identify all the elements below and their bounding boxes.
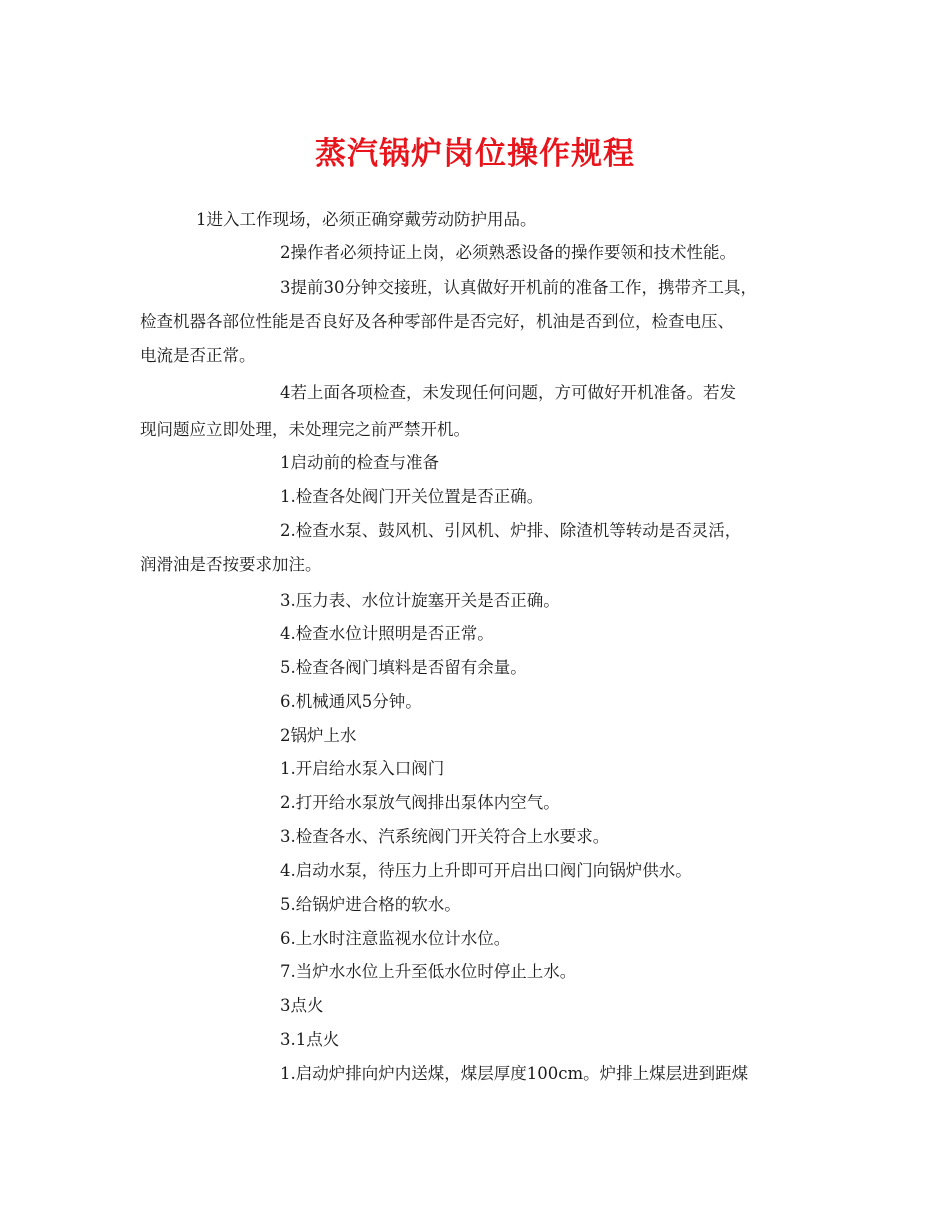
text-line: 检查机器各部位性能是否良好及各种零部件是否完好，机油是否到位，检查电压、 [140, 312, 734, 331]
list-item: 4.启动水泵，待压力上升即可开启出口阀门向锅炉供水。 [280, 861, 692, 880]
list-item: 7.当炉水水位上升至低水位时停止上水。 [280, 962, 577, 981]
list-item: 4.检查水位计照明是否正常。 [280, 624, 494, 643]
list-item: 6.上水时注意监视水位计水位。 [280, 929, 511, 948]
text-line: 润滑油是否按要求加注。 [140, 555, 322, 574]
list-item: 1.检查各处阀门开关位置是否正确。 [280, 487, 544, 506]
list-item: 2.打开给水泵放气阀排出泵体内空气。 [280, 793, 560, 812]
list-item: 5.检查各阀门填料是否留有余量。 [280, 658, 527, 677]
subsection-heading: 3.1点火 [280, 1030, 340, 1049]
list-item: 3.压力表、水位计旋塞开关是否正确。 [280, 591, 560, 610]
text-line: 4若上面各项检查，未发现任何问题，方可做好开机准备。若发 [280, 383, 736, 402]
list-item: 1.启动炉排向炉内送煤，煤层厚度100cm。炉排上煤层进到距煤 [280, 1064, 749, 1083]
document-title: 蒸汽锅炉岗位操作规程 [315, 136, 635, 172]
text-line: 3提前30分钟交接班，认真做好开机前的准备工作，携带齐工具， [280, 278, 757, 297]
text-line: 2操作者必须持证上岗，必须熟悉设备的操作要领和技术性能。 [280, 243, 736, 262]
list-item: 1.开启给水泵入口阀门 [280, 759, 445, 778]
section-heading: 1启动前的检查与准备 [280, 453, 439, 472]
list-item: 3.检查各水、汽系统阀门开关符合上水要求。 [280, 827, 610, 846]
list-item: 6.机械通风5分钟。 [280, 692, 422, 711]
text-line: 现问题应立即处理，未处理完之前严禁开机。 [140, 420, 470, 439]
text-line: 1进入工作现场，必须正确穿戴劳动防护用品。 [196, 210, 537, 229]
section-heading: 3点火 [280, 996, 324, 1015]
section-heading: 2锅炉上水 [280, 726, 357, 745]
text-line: 电流是否正常。 [140, 346, 256, 365]
list-item: 2.检查水泵、鼓风机、引风机、炉排、除渣机等转动是否灵活， [280, 521, 742, 540]
list-item: 5.给锅炉进合格的软水。 [280, 895, 461, 914]
